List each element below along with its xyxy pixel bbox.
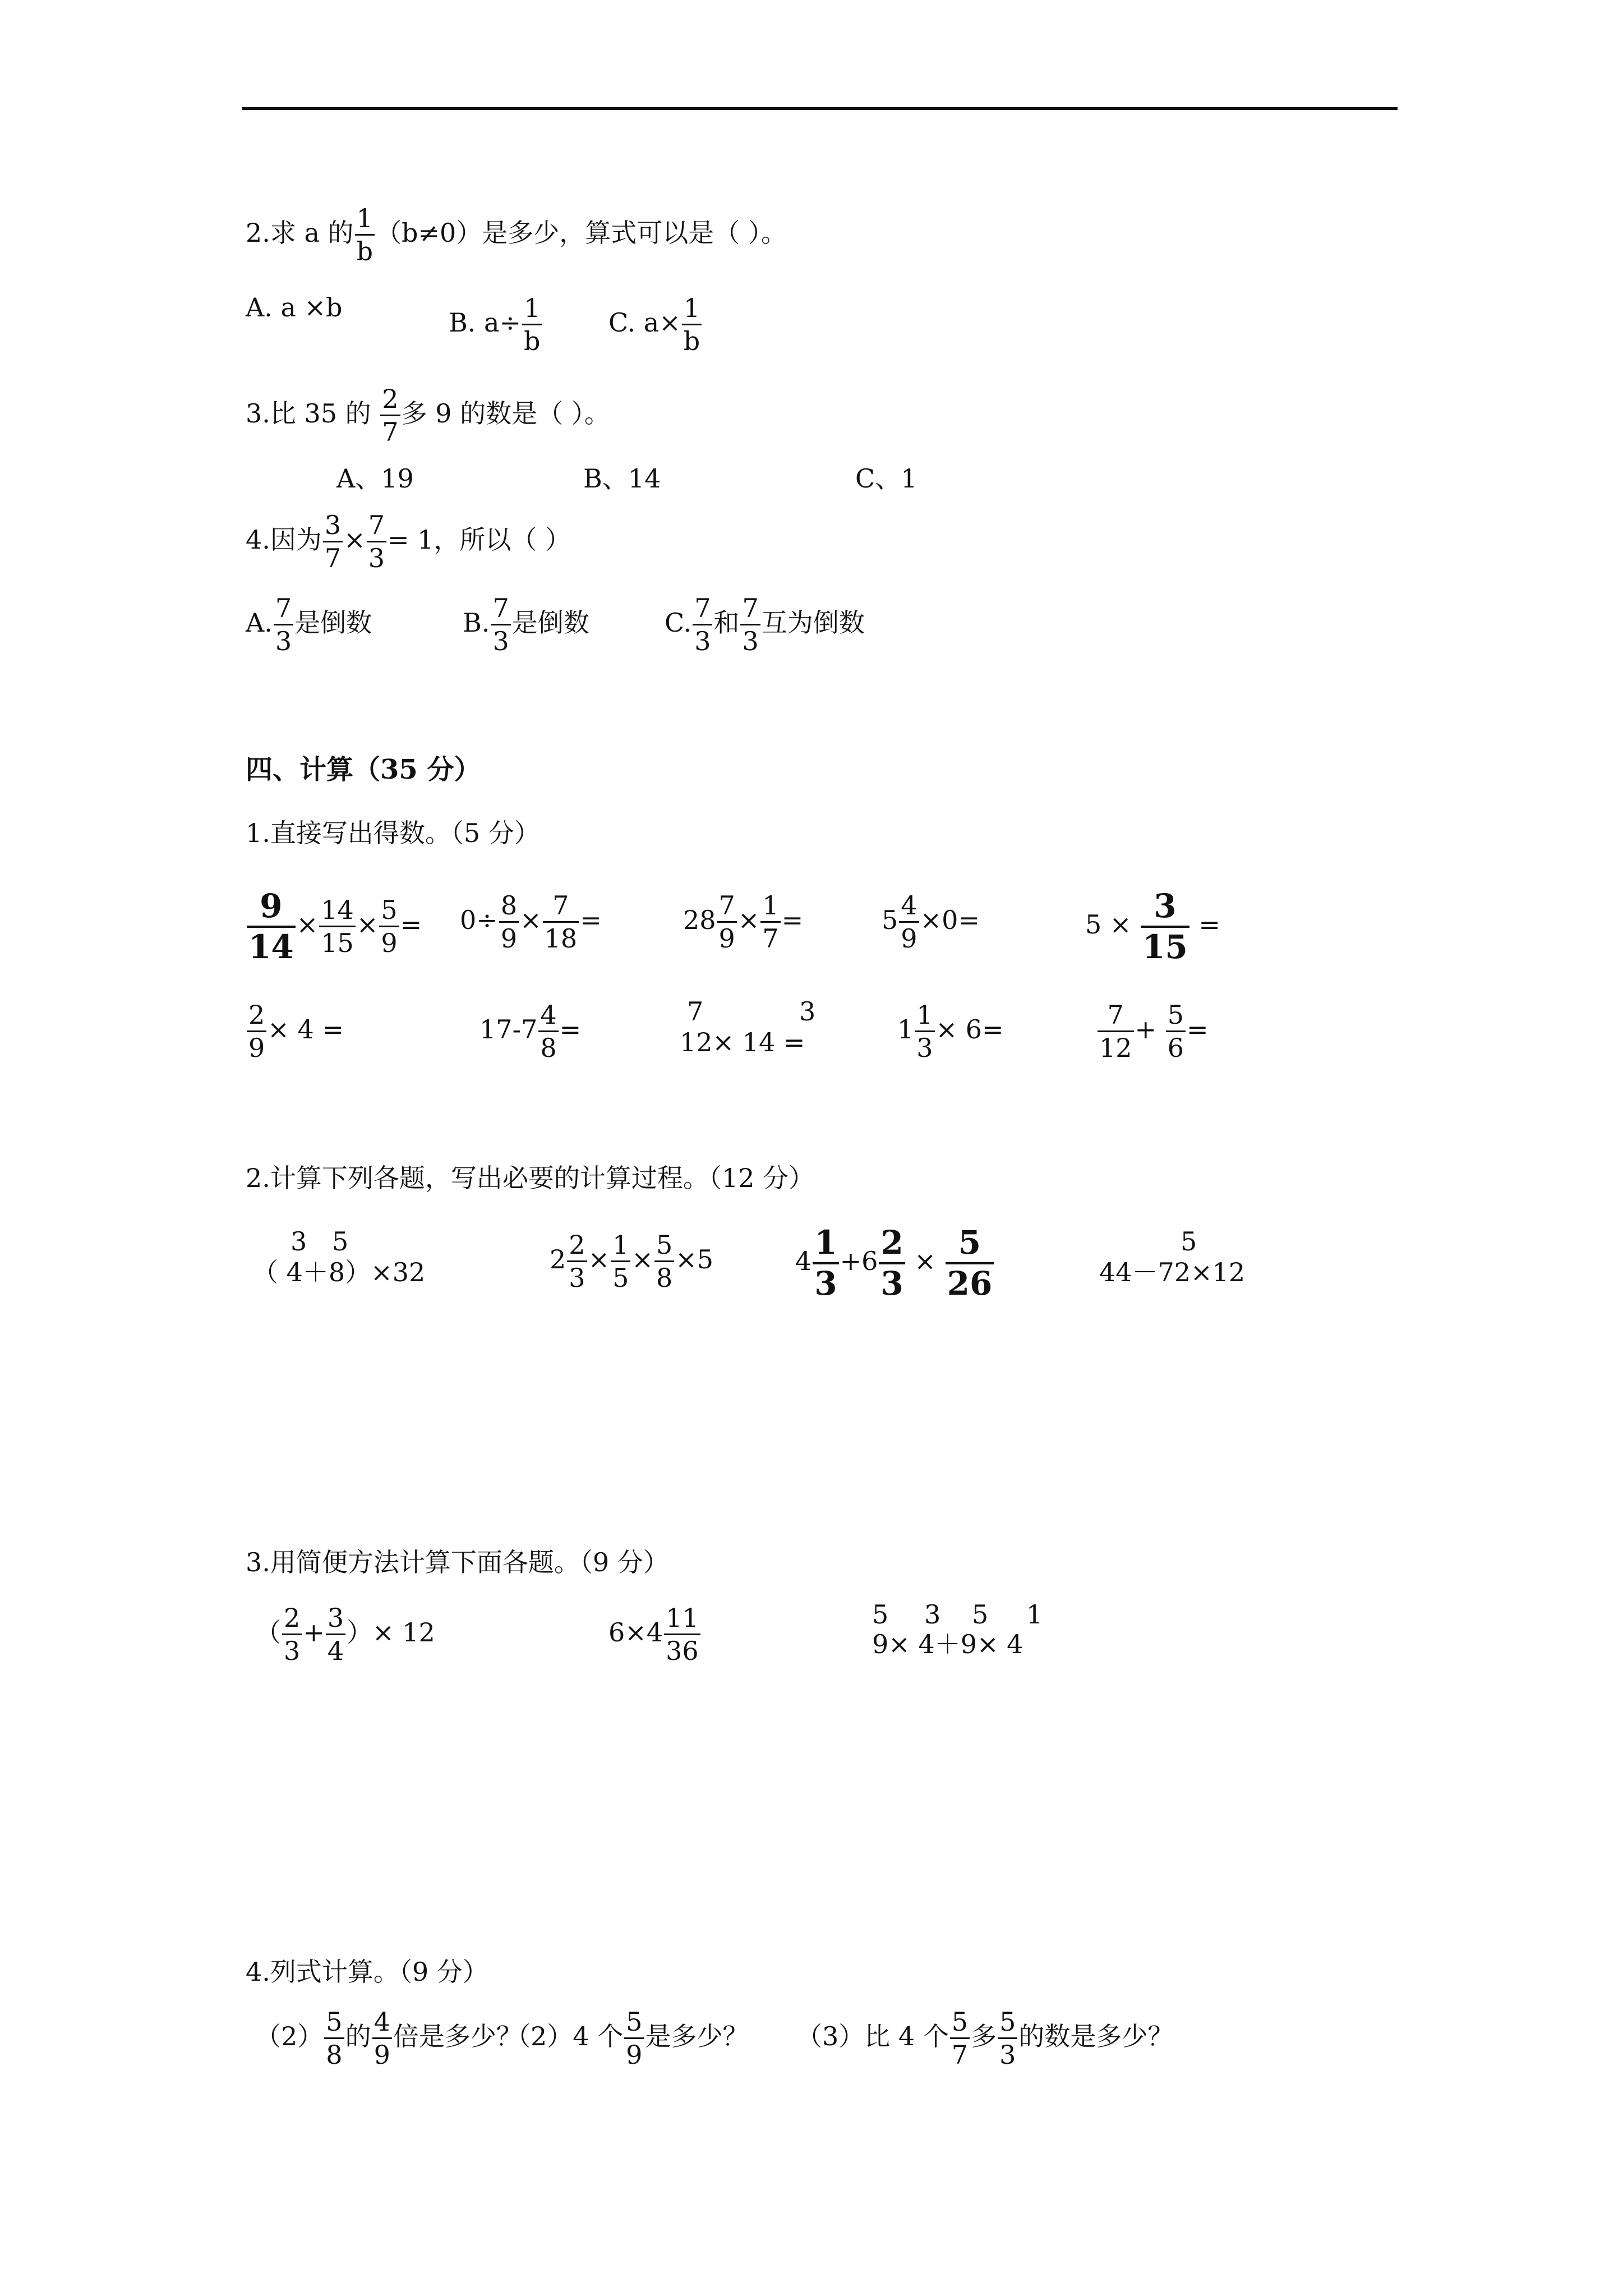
fraction: $\frac{2}{9}$ (247, 1001, 266, 1062)
fraction: $\frac{1}{b}$ (682, 295, 702, 355)
fraction: $\frac{5}{6}$ (1166, 1001, 1186, 1062)
fraction: $\frac{2}{3}$ (879, 1226, 905, 1301)
fraction: $\frac{4}{8}$ (538, 1001, 558, 1062)
q4-option-b: B. $\frac{7}{3}$ 是倒数 (463, 593, 589, 657)
fraction: $\frac{7}{12}$ (1098, 1001, 1134, 1062)
fraction: $\frac{5}{7}$ (950, 2008, 970, 2069)
calc-2-2: 2 $\frac{2}{3}$ × $\frac{1}{5}$ × $\frac{5}{8}$ ×5 (550, 1230, 714, 1294)
fraction: $\frac{5}{8}$ (324, 2008, 344, 2069)
calc-1-4: 5 $\frac{4}{9}$ ×0= (882, 890, 980, 954)
section-title: 四、计算（35 分） (246, 754, 481, 785)
calc-2-3: 4 $\frac{1}{3}$ +6 $\frac{2}{3}$ × $\frac{5}{26}$ (795, 1226, 995, 1301)
q2-text-end: （b≠0）是多少，算式可以是（ ）。 (376, 217, 787, 248)
q2-text: 2.求 a 的 (246, 217, 354, 248)
part-2-title: 2.计算下列各题，写出必要的计算过程。（12 分） (246, 1163, 815, 1193)
word-problem-1: （2） $\frac{5}{8}$ 的 $\frac{4}{9}$ 倍是多少？ (255, 2007, 522, 2070)
fraction: $\frac{1}{3}$ (915, 1001, 934, 1062)
part-4-title: 4.列式计算。（9 分） (246, 1957, 488, 1987)
fraction: $\frac{5}{9}$ (379, 896, 399, 957)
calc-3-3: 9× 4＋9× 4 (872, 1629, 1023, 1659)
fraction: $\frac{5}{26}$ (946, 1226, 994, 1301)
word-problem-3: （3）比 4 个 $\frac{5}{7}$ 多 $\frac{5}{3}$ 的数是多少？ (796, 2007, 1174, 2070)
fraction: $\frac{2}{7}$ (380, 385, 400, 446)
fraction: $\frac{3}{15}$ (1141, 889, 1189, 964)
q3-option-b: B、14 (583, 463, 661, 494)
calc-1-6: $\frac{2}{9}$ × 4 = (246, 1001, 344, 1062)
fraction: $\frac{1}{7}$ (760, 892, 780, 953)
calc-2-1: （ 4＋8）×32 (252, 1257, 426, 1287)
fraction: $\frac{1}{b}$ (355, 205, 375, 265)
fraction: $\frac{1}{3}$ (813, 1226, 838, 1301)
calc-3-1: （ $\frac{2}{3}$ + $\frac{3}{4}$ ）× 12 (255, 1603, 435, 1667)
fraction: $\frac{3}{4}$ (326, 1604, 345, 1665)
calc-3-2: 6×4 $\frac{11}{36}$ (608, 1604, 702, 1665)
q2-option-c: C. a× $\frac{1}{b}$ (608, 295, 703, 355)
calc-1-2: 0÷ $\frac{8}{9}$ × $\frac{7}{18}$ = (460, 890, 602, 954)
calc-1-10: $\frac{7}{12}$ + $\frac{5}{6}$ = (1096, 1001, 1209, 1062)
calc-1-8: 12× 14 = (680, 1027, 805, 1057)
part-1-title: 1.直接写出得数。（5 分） (246, 818, 540, 848)
calc-1-8-top-a: 7 (687, 996, 704, 1027)
calc-2-4-top: 5 (1181, 1226, 1197, 1257)
q4-option-a: A. $\frac{7}{3}$ 是倒数 (246, 593, 372, 657)
calc-3-3-top-b: 3 (924, 1599, 941, 1630)
q2-option-b: B. a÷ $\frac{1}{b}$ (449, 295, 543, 355)
fraction: $\frac{7}{9}$ (717, 892, 737, 953)
calc-3-3-top-a: 5 (872, 1599, 889, 1630)
calc-3-3-top-c: 5 (972, 1599, 989, 1630)
calc-2-4: 44－72×12 (1099, 1257, 1246, 1287)
fraction: $\frac{3}{7}$ (323, 512, 343, 572)
calc-2-1-top-a: 3 (291, 1226, 307, 1257)
question-3: 3.比 35 的 $\frac{2}{7}$ 多 9 的数是（ ）。 (246, 384, 610, 448)
calc-1-7: 17-7 $\frac{4}{8}$ = (479, 1000, 582, 1064)
fraction: $\frac{1}{b}$ (522, 295, 542, 355)
calc-1-8-top-b: 3 (799, 996, 816, 1027)
question-4: 4.因为 $\frac{3}{7}$ × $\frac{7}{3}$ = 1，所以（ ） (246, 510, 571, 574)
calc-1-1: $\frac{9}{14}$ × $\frac{14}{15}$ × $\frac{5}{9}$ = (246, 889, 422, 964)
calc-3-3-top-d: 1 (1026, 1599, 1043, 1630)
fraction: $\frac{5}{8}$ (654, 1231, 674, 1292)
fraction: $\frac{4}{9}$ (899, 892, 919, 953)
word-problem-2: （2）4 个 $\frac{5}{9}$ 是多少？ (505, 2007, 749, 2070)
fraction: $\frac{7}{3}$ (274, 595, 293, 655)
question-2 (246, 205, 787, 265)
q2-option-a: A. a ×b (246, 292, 343, 323)
fraction: $\frac{2}{3}$ (282, 1604, 302, 1665)
fraction: $\frac{1}{5}$ (611, 1231, 630, 1292)
fraction: $\frac{7}{3}$ (693, 595, 712, 655)
fraction: $\frac{7}{3}$ (491, 595, 510, 655)
fraction: $\frac{7}{18}$ (543, 892, 579, 953)
fraction: $\frac{5}{9}$ (624, 2008, 644, 2069)
calc-1-5: 5 × $\frac{3}{15}$ = (1085, 887, 1220, 966)
calc-1-3: 28 $\frac{7}{9}$ × $\frac{1}{7}$ = (683, 890, 804, 954)
fraction: $\frac{2}{3}$ (567, 1231, 587, 1292)
fraction: $\frac{7}{3}$ (367, 512, 386, 572)
fraction: $\frac{5}{3}$ (998, 2008, 1017, 2069)
fraction: $\frac{11}{36}$ (664, 1604, 700, 1665)
q4-option-c: C. $\frac{7}{3}$ 和 $\frac{7}{3}$ 互为倒数 (665, 593, 865, 657)
q3-option-c: C、1 (855, 463, 917, 494)
fraction: $\frac{7}{3}$ (740, 595, 760, 655)
fraction: $\frac{8}{9}$ (499, 892, 519, 953)
q3-option-a: A、19 (336, 463, 414, 494)
fraction: $\frac{9}{14}$ (247, 889, 296, 964)
fraction: $\frac{14}{15}$ (319, 896, 356, 957)
part-3-title: 3.用简便方法计算下面各题。（9 分） (246, 1547, 669, 1577)
fraction: $\frac{4}{9}$ (372, 2008, 392, 2069)
calc-1-9: 1 $\frac{1}{3}$ × 6= (897, 1000, 1004, 1064)
header-rule (242, 107, 1398, 110)
calc-2-1-top-b: 5 (332, 1226, 349, 1257)
